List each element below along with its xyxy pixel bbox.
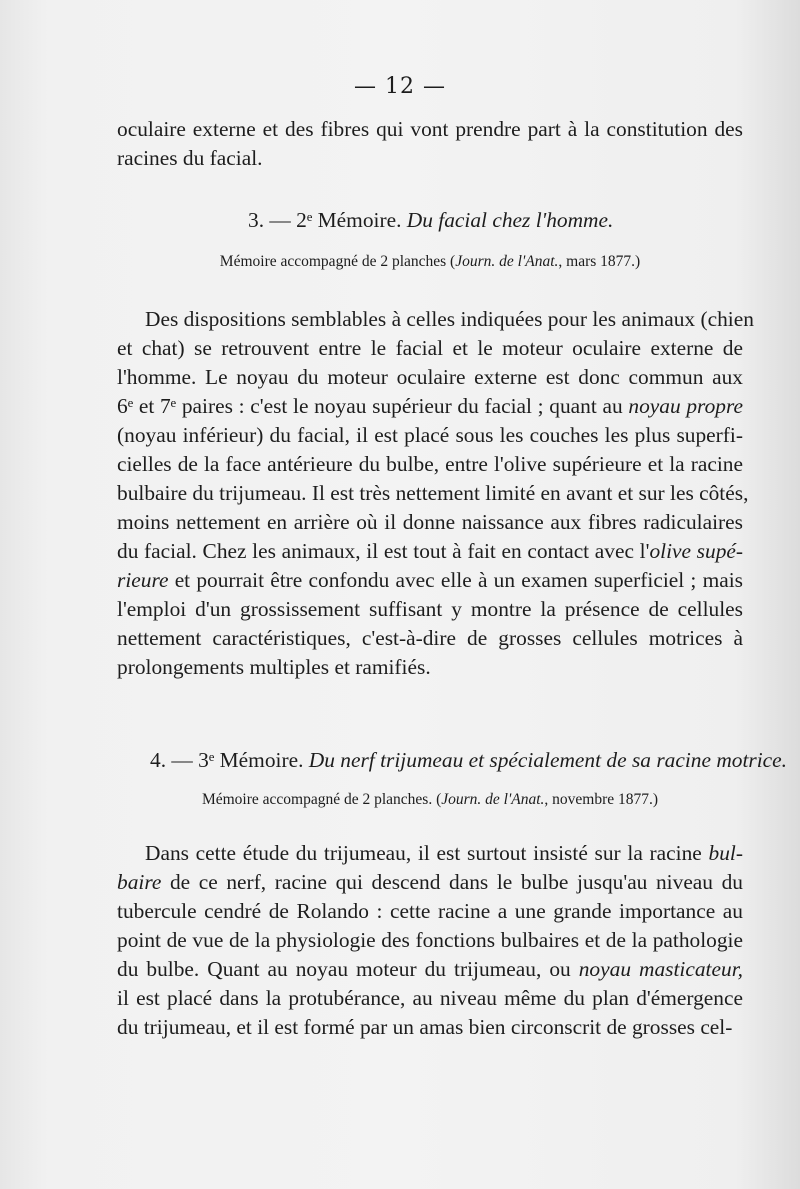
text-line: rieure et pourrait être confondu avec elle à un examen superficiel ; mais	[117, 568, 743, 592]
memoire-label: 3ᵉ Mémoire.	[198, 748, 304, 772]
section-title: Du facial chez l'homme.	[406, 208, 614, 232]
note-text: Mémoire accompagné de 2 planches. (	[201, 791, 442, 808]
text-line: l'homme. Le noyau du moteur oculaire externe est donc commun aux	[117, 365, 743, 389]
note-date: , novembre 1877.)	[544, 791, 659, 808]
text-line: bulbaire du trijumeau. Il est très nettement limité en avant et sur les côtés,	[117, 481, 749, 505]
italic-term: baire	[117, 870, 162, 894]
text-line: Dans cette étude du trijumeau, il est surtout insisté sur la racine bul-	[145, 841, 743, 865]
text-line: nettement caractéristiques, c'est-à-dire de grosses cellules motrices à	[117, 626, 743, 650]
intro-paragraph	[117, 115, 743, 173]
note-journal: Journ. de l'Anat.	[455, 253, 559, 270]
text-line: il est placé dans la protubérance, au niveau même du plan d'émergence	[117, 986, 743, 1010]
note-journal: Journ. de l'Anat.	[441, 791, 545, 808]
section-3-body	[117, 305, 754, 682]
italic-term: noyau masticateur,	[578, 957, 743, 981]
text-line: tubercule cendré de Rolando : cette racine a une grande importance au	[117, 899, 743, 923]
section-number: 3. —	[248, 208, 291, 232]
section-4-body	[117, 839, 743, 1042]
italic-term: olive supé-	[649, 539, 744, 563]
text-line: (noyau inférieur) du facial, il est placé sous les couches les plus superfi-	[117, 423, 743, 447]
note-text: Mémoire accompagné de 2 planches (	[219, 253, 456, 270]
italic-term: noyau propre	[628, 394, 743, 418]
text-line: prolongements multiples et ramifiés.	[117, 655, 431, 679]
section-3-heading	[248, 208, 800, 233]
text-line: oculaire externe et des fibres qui vont prendre part à la constitution des	[117, 117, 743, 141]
text-line: moins nettement en arrière où il donne naissance aux fibres radiculaires	[117, 510, 743, 534]
section-4-note	[117, 791, 743, 809]
text-line: racines du facial.	[117, 146, 263, 170]
text-line: et chat) se retrouvent entre le facial et le moteur oculaire externe de	[117, 336, 743, 360]
text-line: l'emploi d'un grossissement suffisant y montre la présence de cellules	[117, 597, 743, 621]
text-line: du trijumeau, et il est formé par un amas bien circonscrit de grosses cel-	[117, 1015, 733, 1039]
text-line: baire de ce nerf, racine qui descend dans le bulbe jusqu'au niveau du	[117, 870, 743, 894]
italic-term: rieure	[117, 568, 169, 592]
text-line: Des dispositions semblables à celles indiquées pour les animaux (chien	[145, 307, 754, 331]
text-line: point de vue de la physiologie des fonctions bulbaires et de la pathologie	[117, 928, 743, 952]
section-title: Du nerf trijumeau et spécialement de sa racine motrice.	[308, 748, 788, 772]
section-number: 4. —	[150, 748, 193, 772]
italic-term: bul-	[708, 841, 743, 865]
section-4-heading	[150, 748, 788, 773]
memoire-label: 2ᵉ Mémoire.	[296, 208, 402, 232]
note-date: , mars 1877.)	[558, 253, 641, 270]
text-line: 6ᵉ et 7ᵉ paires : c'est le noyau supérieur du facial ; quant au noyau propre	[117, 394, 743, 418]
page-number: — 12 —	[354, 74, 446, 99]
text-line: cielles de la face antérieure du bulbe, entre l'olive supérieure et la racine	[117, 452, 743, 476]
section-3-note	[117, 253, 743, 271]
text-line: du facial. Chez les animaux, il est tout à fait en contact avec l'olive supé-	[117, 539, 744, 563]
text-line: du bulbe. Quant au noyau moteur du trijumeau, ou noyau masticateur,	[117, 957, 743, 981]
